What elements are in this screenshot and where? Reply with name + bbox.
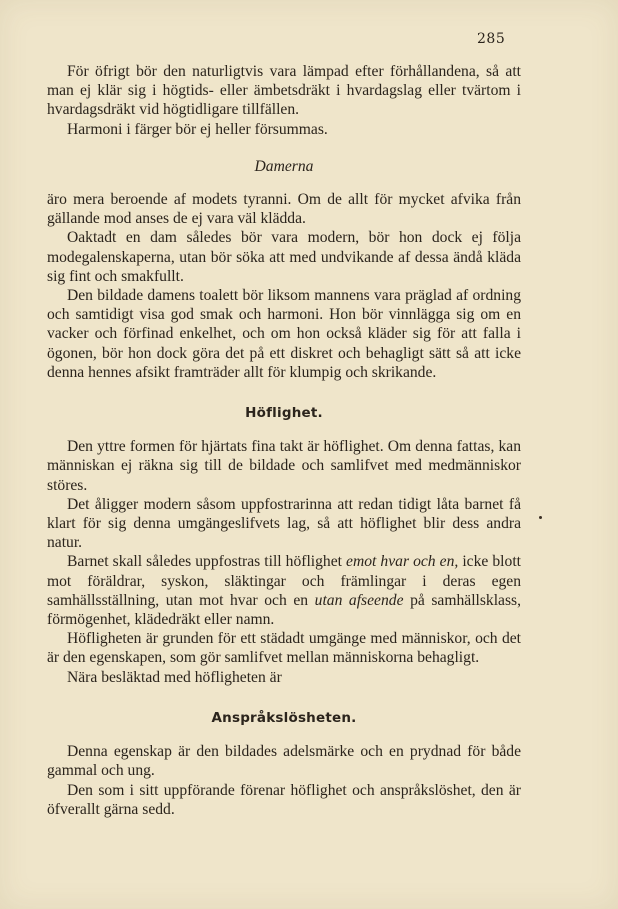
ink-speck bbox=[539, 516, 542, 519]
paragraph: För öfrigt bör den naturligtvis vara lämpad efter förhållandena, så att man ej klär sig i högtids- eller ämbetsdräkt i hvardagslag eller tvärtom i hvardagsdräkt vid högtidligare tillfällen. bbox=[47, 63, 521, 119]
section-heading-hoflighet: Höflighet. bbox=[245, 405, 323, 422]
paragraph: Oaktadt en dam således bör vara modern, bör hon dock ej följa modegalenskaperna, utan bör söka att med undvikande af dessa ändå kläda sig fint och smakfullt. bbox=[47, 229, 521, 285]
paragraph bbox=[47, 552, 521, 629]
paragraph: Nära besläktad med höfligheten är bbox=[67, 668, 282, 686]
section-heading-damerna: Damerna bbox=[254, 157, 314, 175]
page-number: 285 bbox=[477, 31, 506, 47]
paragraph: Denna egenskap är den bildades adelsmärke och en prydnad för både gammal och ung. bbox=[47, 743, 521, 780]
paragraph-text: på samhällsklass, förmögenhet, klädedräkt eller namn. bbox=[47, 591, 522, 629]
paragraph-text: Barnet skall således uppfostras till höflighet bbox=[67, 553, 347, 571]
paragraph: Den bildade damens toalett bör liksom mannens vara präglad af ordning och samtidigt visa god smak och harmoni. Hon bör vinnlägga sig om en vacker och förfinad enkelhet, och om hon också kläder sig för att falla i ögonen, bör hon dock göra det på ett diskret och behagligt sätt så att icke denna hennes afsikt framträder allt för klumpig och skrikande. bbox=[47, 287, 521, 381]
paragraph: Den yttre formen för hjärtats fina takt är höflighet. Om denna fattas, kan människan ej räkna sig till de bildade och samlifvet med medmänniskor störes. bbox=[47, 438, 521, 494]
paragraph: äro mera beroende af modets tyranni. Om de allt för mycket afvika från gällande mod anses de ej vara väl klädda. bbox=[47, 191, 521, 228]
paragraph: Höfligheten är grunden för ett städadt umgänge med människor, och det är den egenskapen, som gör samlifvet mellan människorna behagligt. bbox=[47, 630, 521, 667]
paragraph: Harmoni i färger bör ej heller försummas. bbox=[67, 120, 328, 138]
paragraph: Den som i sitt uppförande förenar höflighet och anspråkslöshet, den är öfverallt gärna sedd. bbox=[47, 781, 521, 818]
emphasis-text: utan afseende bbox=[314, 591, 404, 609]
page-body bbox=[47, 62, 521, 819]
paragraph-text: icke blott mot föräldrar, syskon, släktingar och främlingar i deras egen samhällsställning, utan mot hvar och en bbox=[47, 553, 521, 609]
emphasis-text: emot hvar och en, bbox=[346, 553, 459, 571]
section-heading-anspraksloshet: Anspråkslösheten. bbox=[211, 709, 357, 726]
paragraph: Det åligger modern såsom uppfostrarinna att redan tidigt låta barnet få klart för sig denna umgängeslifvets lag, så att höflighet blir dess andra natur. bbox=[47, 495, 521, 552]
